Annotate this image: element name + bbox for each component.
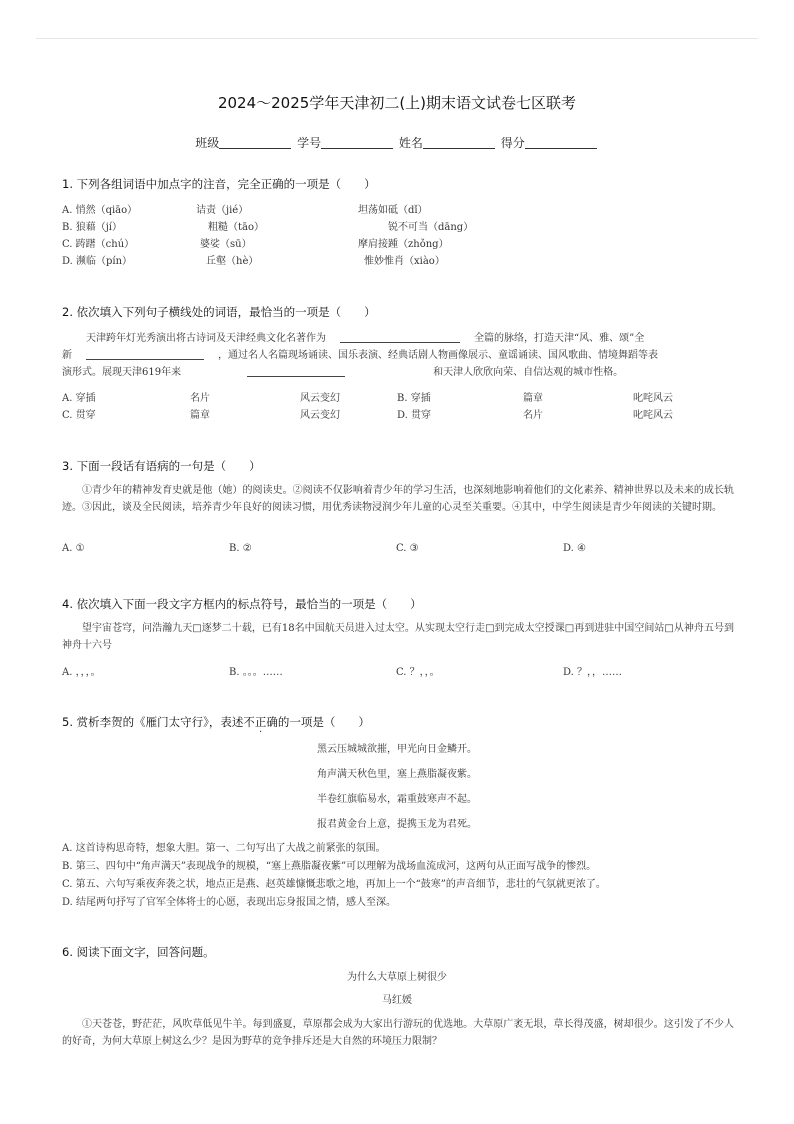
score-blank[interactable] (525, 136, 597, 149)
name-blank[interactable] (423, 136, 495, 149)
q1-option-d-word2: 丘壑（hè） (206, 256, 259, 267)
q1-option-d[interactable]: D. 濒临（pín） (62, 256, 133, 267)
q1-option-b-word3: 锐不可当（dāng） (388, 222, 474, 233)
q1-option-c-word3: 摩肩接踵（zhǒng） (358, 239, 449, 250)
q1-option-a-word2: 诘责（jié） (196, 205, 249, 216)
q4-option-d[interactable]: D. ？，，…… (563, 667, 623, 678)
q5-option-a[interactable]: A. 这首诗构思奇特，想象大胆。第一、二句写出了大战之前紧张的氛围。 (62, 843, 386, 854)
q4-option-b[interactable]: B. 。。。…… (229, 667, 283, 678)
q1-option-b[interactable]: B. 狼藉（jí） (62, 222, 123, 233)
q4-stem: 4. 依次填入下面一段文字方框内的标点符号，最恰当的一项是（ ） (62, 597, 422, 611)
q2-option-d-word3: 叱咤风云 (633, 410, 673, 421)
q1-stem: 1. 下列各组词语中加点字的注音，完全正确的一项是（ ） (62, 177, 376, 191)
q3-stem: 3. 下面一段话有语病的一句是（ ） (62, 459, 261, 473)
q1-option-b-word2: 粗糙（tāo） (208, 222, 265, 233)
q5-poem-line1: 黑云压城城欲摧，甲光向日金鳞开。 (317, 744, 477, 755)
q1-option-a[interactable]: A. 悄然（qiāo） (62, 205, 138, 216)
q2-blank-1[interactable] (340, 331, 460, 343)
q4-option-a[interactable]: A. ，，，。 (62, 667, 101, 678)
id-label: 学号 (297, 136, 322, 150)
q1-option-c-word2: 婆娑（sū） (200, 239, 252, 250)
student-info-line (0, 134, 794, 151)
q2-blank-2[interactable] (86, 348, 204, 360)
q2-option-c-word2: 篇章 (190, 410, 210, 421)
class-label: 班级 (195, 136, 220, 150)
class-blank[interactable] (219, 136, 291, 149)
q6-passage: ①天苍苍，野茫茫，风吹草低见牛羊。每到盛夏，草原都会成为大家出行游玩的优选地。大草原广袤无垠，草长得茂盛，树却很少。这引发了不少人的好奇，为何大草原上树这么少？是因为野草的竞争排斥还是大自然的环境压力限制？ (62, 1019, 734, 1047)
q1-option-d-word3: 惟妙惟肖（xiào） (364, 256, 445, 267)
q2-blank-3[interactable] (247, 365, 345, 377)
q6-article-author: 马红媛 (382, 995, 412, 1006)
score-label: 得分 (500, 136, 525, 150)
q5-poem-line3: 半卷红旗临易水，霜重鼓寒声不起。 (317, 794, 477, 805)
q6-stem: 6. 阅读下面文字，回答问题。 (62, 945, 215, 959)
q4-passage: 望宇宙苍穹，问浩瀚九天□逐梦二十载，已有18名中国航天员进入过太空。从实现太空行走□到完成太空授课□再到进驻中国空间站□从神舟五号到神舟十六号 (62, 623, 734, 651)
q5-stem: 5. 赏析李贺的《雁门太守行》，表述不正确的一项是（ ） (62, 715, 370, 729)
q2-option-b-word2: 篇章 (523, 393, 543, 404)
q2-option-d[interactable]: D. 贯穿 (397, 410, 432, 421)
q2-option-c[interactable]: C. 贯穿 (62, 410, 96, 421)
q5-option-d[interactable]: D. 结尾两句抒写了官军全体将士的心愿，表现出忘身报国之情，感人至深。 (62, 897, 397, 908)
q4-option-c[interactable]: C. ？，，。 (396, 667, 440, 678)
q2-option-d-word2: 名片 (523, 410, 543, 421)
q3-option-a[interactable]: A. ① (62, 543, 85, 554)
q3-option-d[interactable]: D. ④ (563, 543, 586, 554)
q2-option-b[interactable]: B. 穿插 (397, 393, 431, 404)
q1-option-c[interactable]: C. 踌躇（chú） (62, 239, 135, 250)
q5-poem-line4: 报君黄金台上意，提携玉龙为君死。 (317, 819, 477, 830)
q5-emphasis: 不正确 (243, 715, 278, 729)
q2-stem: 2. 依次填入下列句子横线处的词语，最恰当的一项是（ ） (62, 305, 376, 319)
q3-passage: ①青少年的精神发育史就是他（她）的阅读史。②阅读不仅影响着青少年的学习生活，也深刻地影响着他们的文化素养、精神世界以及未来的成长轨迹。③因此，谈及全民阅读，培养青少年良好的阅读习惯，用优秀读物浸润少年儿童的心灵至关重要。④其中，中学生阅读是青少年阅读的关键时期。 (62, 485, 734, 513)
id-blank[interactable] (321, 136, 393, 149)
q5-option-c[interactable]: C. 第五、六句写乘夜奔袭之状，地点正是燕、赵英雄慷慨悲歌之地，再加上一个“鼓寒”的声音细节，悲壮的气氛就更浓了。 (62, 879, 606, 890)
q3-option-b[interactable]: B. ② (229, 543, 252, 554)
q2-passage-line3: 演形式。展现天津619年来 和天津人欣欣向荣、自信达观的城市性格。 (62, 367, 624, 378)
q1-option-a-word3: 坦荡如砥（dǐ） (358, 205, 428, 216)
q3-option-c[interactable]: C. ③ (396, 543, 419, 554)
page-title: 2024～2025学年天津初二(上)期末语文试卷七区联考 (217, 94, 577, 112)
q5-poem-line2: 角声满天秋色里，塞上燕脂凝夜紫。 (317, 769, 477, 780)
q6-article-title: 为什么大草原上树很少 (347, 972, 447, 983)
q5-option-b[interactable]: B. 第三、四句中“角声满天”表现战争的规模，“塞上燕脂凝夜紫”可以理解为战场血流成河，这两句从正面写战争的惨烈。 (62, 861, 597, 872)
q2-passage-line1: 天津跨年灯光秀演出将古诗词及天津经典文化名著作为 全篇的脉络，打造天津“风、雅、颂”全 (86, 333, 645, 344)
top-rule (36, 38, 758, 39)
q2-option-a[interactable]: A. 穿插 (62, 393, 96, 404)
name-label: 姓名 (398, 136, 423, 150)
q2-option-a-word3: 风云变幻 (300, 393, 340, 404)
q2-passage-line2: 新 ，通过名人名篇现场诵读、国乐表演、经典话剧人物画像展示、童谣诵读、国风歌曲、情境舞蹈等表 (62, 350, 658, 361)
q2-option-c-word3: 风云变幻 (300, 410, 340, 421)
q2-option-b-word3: 叱咤风云 (633, 393, 673, 404)
q2-option-a-word2: 名片 (190, 393, 210, 404)
